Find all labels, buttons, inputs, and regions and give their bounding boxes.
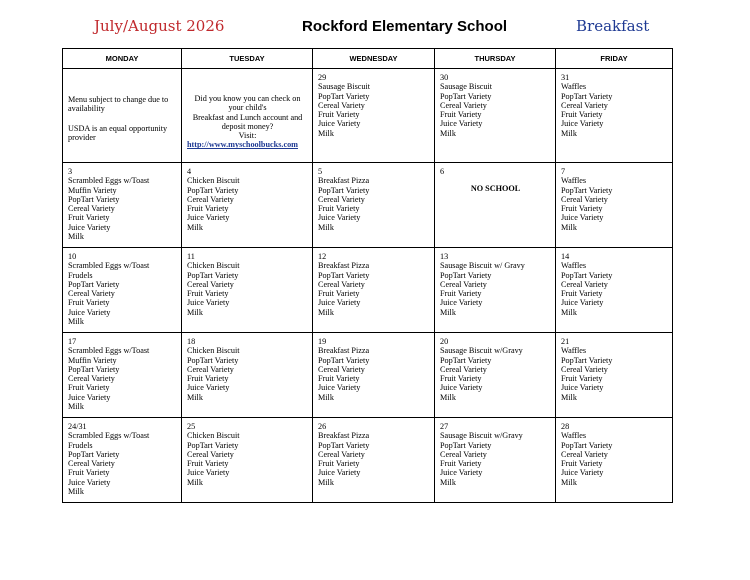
cell-notes-tuesday [182,69,313,163]
day-cell [182,418,313,503]
menu-item: Juice Variety [187,383,230,393]
menu-item: PopTart Variety [187,440,239,450]
day-cell [435,69,556,163]
menu-item: Cereal Variety [68,374,115,384]
menu-item: Fruit Variety [318,204,360,214]
weekday-header-row [63,49,673,69]
menu-item: Milk [68,402,84,412]
menu-item: Sausage Biscuit w/Gravy [440,346,523,356]
day-cell [182,163,313,248]
menu-item: Fruit Variety [68,213,110,223]
menu-item: Fruit Variety [440,459,482,469]
menu-item: Frudels [68,440,93,450]
menu-item: Cereal Variety [187,194,234,204]
month-title: July/August 2026 [94,17,225,35]
availability-note: Menu subject to change due to availability USDA is an equal opportunity provider [68,95,177,142]
menu-item: Milk [440,307,456,317]
menu-item: Cereal Variety [561,364,608,374]
day-cell [313,418,435,503]
day-number: 18 [187,337,196,346]
menu-item: Juice Variety [318,119,361,129]
menu-item: Milk [187,392,203,402]
menu-item: Fruit Variety [561,374,603,384]
menu-item: Scrambled Eggs w/Toast [68,261,150,271]
day-cell [63,248,182,333]
day-cell [556,418,673,503]
menu-item: PopTart Variety [440,91,492,101]
menu-item: PopTart Variety [561,185,613,195]
week-row [63,248,673,333]
menu-item: Juice Variety [318,298,361,308]
menu-item: Scrambled Eggs w/Toast [68,346,150,356]
menu-item: Milk [561,392,577,402]
menu-item: Milk [318,392,334,402]
menu-item: Sausage Biscuit w/ Gravy [440,261,525,271]
day-cell [435,248,556,333]
menu-item: PopTart Variety [440,440,492,450]
menu-item: Cereal Variety [440,100,487,110]
day-cell [63,418,182,503]
menu-item: Cereal Variety [187,364,234,374]
menu-item: Milk [440,128,456,138]
col-header-thursday: THURSDAY [435,49,556,69]
menu-item: Breakfast Pizza [318,176,370,186]
menu-item: Fruit Variety [440,110,482,120]
account-note: Did you know you can check on your child's Breakfast and Lunch account and deposit money? Visit: http://www.myschoolbucks.com [187,94,308,150]
menu-item: Juice Variety [187,468,230,478]
day-cell [556,248,673,333]
menu-item: Juice Variety [561,383,604,393]
menu-item: Fruit Variety [187,204,229,214]
day-number: 13 [440,252,449,261]
menu-item: Fruit Variety [68,468,110,478]
menu-item: PopTart Variety [68,279,120,289]
menu-item: PopTart Variety [68,449,120,459]
menu-item: Muffin Variety [68,185,117,195]
menu-item: Scrambled Eggs w/Toast [68,431,150,441]
menu-item: Cereal Variety [68,289,115,299]
menu-item: Juice Variety [68,477,111,487]
day-cell [435,418,556,503]
menu-item: Juice Variety [68,222,111,232]
day-number: 25 [187,422,196,431]
menu-item: Fruit Variety [440,374,482,384]
day-number: 12 [318,252,327,261]
menu-item: PopTart Variety [318,355,370,365]
day-cell [435,163,556,248]
menu-item: Chicken Biscuit [187,261,240,271]
menu-item: Milk [68,232,84,242]
day-cell [556,163,673,248]
menu-item: PopTart Variety [68,194,120,204]
day-number: 27 [440,422,449,431]
menu-item: Fruit Variety [318,289,360,299]
menu-item: Milk [318,128,334,138]
myschoolbucks-link[interactable]: http://www.myschoolbucks.com [187,140,298,150]
menu-item: Breakfast Pizza [318,431,370,441]
menu-item: Chicken Biscuit [187,176,240,186]
menu-item: Cereal Variety [440,364,487,374]
day-number: 5 [318,167,323,176]
menu-item: Juice Variety [561,468,604,478]
menu-item: Muffin Variety [68,355,117,365]
meal-type: Breakfast [576,17,650,35]
menu-item: Juice Variety [68,307,111,317]
menu-item: Fruit Variety [440,289,482,299]
menu-item: Juice Variety [440,468,483,478]
menu-item: PopTart Variety [318,185,370,195]
week-row [63,69,673,163]
menu-item: Milk [68,317,84,327]
menu-item: Milk [187,307,203,317]
menu-item: Waffles [561,82,587,92]
col-header-wednesday: WEDNESDAY [313,49,435,69]
menu-item: Cereal Variety [318,364,365,374]
day-number: 11 [187,252,195,261]
menu-item: Milk [561,477,577,487]
week-row [63,418,673,503]
menu-item: Juice Variety [561,119,604,129]
col-header-monday: MONDAY [63,49,182,69]
menu-item: Milk [561,307,577,317]
menu-item: Fruit Variety [318,110,360,120]
day-number: 4 [187,167,192,176]
menu-calendar [62,48,673,503]
menu-item: Cereal Variety [561,100,608,110]
day-number: 19 [318,337,327,346]
menu-item: Fruit Variety [561,289,603,299]
menu-item: Breakfast Pizza [318,346,370,356]
menu-item: Breakfast Pizza [318,261,370,271]
col-header-tuesday: TUESDAY [182,49,313,69]
menu-item: Cereal Variety [187,449,234,459]
menu-item: Fruit Variety [187,459,229,469]
menu-item: Juice Variety [318,468,361,478]
menu-item: Cereal Variety [68,204,115,214]
menu-item: Juice Variety [318,213,361,223]
menu-item: Juice Variety [440,298,483,308]
menu-item: Juice Variety [318,383,361,393]
menu-item: Chicken Biscuit [187,346,240,356]
menu-item: Sausage Biscuit [440,82,493,92]
menu-item: Cereal Variety [561,449,608,459]
day-cell [182,248,313,333]
menu-item: Milk [187,477,203,487]
menu-item: Cereal Variety [440,279,487,289]
day-cell [313,248,435,333]
menu-item: Cereal Variety [318,279,365,289]
menu-item: Fruit Variety [187,374,229,384]
menu-item: Cereal Variety [318,100,365,110]
menu-item: Milk [318,477,334,487]
cell-notes-monday [63,69,182,163]
day-number: 14 [561,252,570,261]
day-cell [63,163,182,248]
menu-item: Cereal Variety [68,459,115,469]
day-number: 24/31 [68,422,87,431]
menu-item: Waffles [561,176,587,186]
day-number: 26 [318,422,327,431]
menu-item: PopTart Variety [68,364,120,374]
menu-item: Sausage Biscuit w/Gravy [440,431,523,441]
usda-note: USDA is an equal opportunity provider [68,123,168,142]
menu-item: Fruit Variety [68,298,110,308]
menu-item: Fruit Variety [561,459,603,469]
menu-item: Sausage Biscuit [318,82,371,92]
menu-item: Milk [440,477,456,487]
menu-item: PopTart Variety [187,355,239,365]
menu-item: Waffles [561,261,587,271]
menu-item: PopTart Variety [318,91,370,101]
menu-item: Cereal Variety [318,449,365,459]
menu-item: PopTart Variety [561,440,613,450]
menu-item: Cereal Variety [561,194,608,204]
menu-item: Fruit Variety [318,459,360,469]
menu-item: Frudels [68,270,93,280]
week-row [63,333,673,418]
day-cell [182,333,313,418]
menu-item: Cereal Variety [561,279,608,289]
menu-item: Milk [318,307,334,317]
menu-item: Cereal Variety [318,194,365,204]
menu-item: Fruit Variety [318,374,360,384]
menu-item: PopTart Variety [561,91,613,101]
menu-item: Fruit Variety [561,110,603,120]
day-number: 10 [68,252,77,261]
menu-item: PopTart Variety [440,270,492,280]
menu-item: Milk [561,128,577,138]
menu-item: Milk [68,487,84,497]
day-cell [435,333,556,418]
menu-item: Juice Variety [440,383,483,393]
menu-item: PopTart Variety [440,355,492,365]
menu-item: Fruit Variety [68,383,110,393]
day-cell [313,333,435,418]
school-name: Rockford Elementary School [302,18,508,35]
menu-item: Juice Variety [68,392,111,402]
day-cell [63,333,182,418]
day-number: 21 [561,337,570,346]
menu-item: Fruit Variety [187,289,229,299]
day-cell [556,333,673,418]
menu-item: Fruit Variety [561,204,603,214]
day-number: 17 [68,337,77,346]
day-cell [556,69,673,163]
no-school-label: NO SCHOOL [470,184,521,194]
menu-item: Juice Variety [561,298,604,308]
week-row [63,163,673,248]
day-cell [313,163,435,248]
menu-item: PopTart Variety [561,270,613,280]
day-number: 6 [440,167,445,176]
day-number: 3 [68,167,73,176]
col-header-friday: FRIDAY [556,49,673,69]
menu-item: Juice Variety [561,213,604,223]
menu-item: PopTart Variety [318,440,370,450]
menu-item: Scrambled Eggs w/Toast [68,176,150,186]
menu-item: Milk [440,392,456,402]
menu-item: Waffles [561,346,587,356]
menu-item: Juice Variety [187,298,230,308]
day-number: 30 [440,73,449,82]
menu-item: Waffles [561,431,587,441]
menu-item: PopTart Variety [561,355,613,365]
menu-item: Milk [318,222,334,232]
day-cell [313,69,435,163]
day-number: 7 [561,167,566,176]
day-number: 20 [440,337,449,346]
menu-item: Cereal Variety [187,279,234,289]
menu-item: Milk [187,222,203,232]
menu-item: PopTart Variety [187,270,239,280]
day-number: 31 [561,73,570,82]
menu-item: Chicken Biscuit [187,431,240,441]
day-number: 29 [318,73,327,82]
menu-item: Milk [561,222,577,232]
menu-item: Juice Variety [187,213,230,223]
menu-item: Juice Variety [440,119,483,129]
menu-item: Cereal Variety [440,449,487,459]
day-number: 28 [561,422,570,431]
menu-item: PopTart Variety [187,185,239,195]
menu-item: PopTart Variety [318,270,370,280]
